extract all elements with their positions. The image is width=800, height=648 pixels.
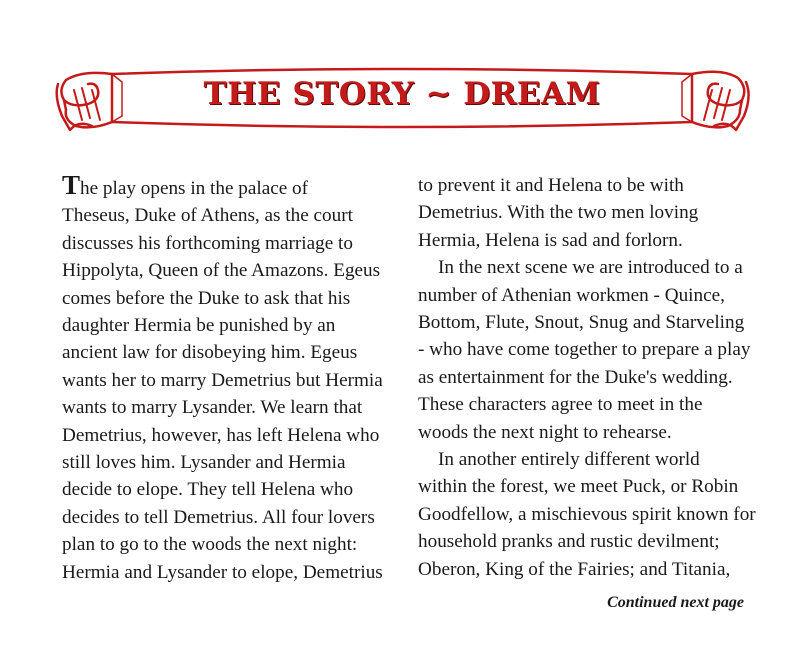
left-column	[62, 172, 402, 586]
text-line: The play opens in the palace of	[62, 170, 309, 200]
text-line: Hermia, Helena is sad and forlorn.	[418, 229, 683, 251]
text-line: number of Athenian workmen - Quince,	[418, 284, 725, 306]
title-banner	[52, 60, 752, 138]
text-line: decides to tell Demetrius. All four lovers	[62, 506, 375, 528]
paragraph	[418, 172, 758, 254]
page-title: THE STORY ~ DREAM	[203, 76, 601, 112]
text-line: decide to elope. They tell Helena who	[62, 479, 354, 501]
paragraph	[62, 172, 402, 586]
text-line: household pranks and rustic devilment;	[418, 531, 720, 553]
text-line: as entertainment for the Duke's wedding.	[418, 366, 733, 388]
text-line: wants to marry Lysander. We learn that	[62, 397, 363, 419]
text-line: within the forest, we meet Puck, or Robin	[418, 476, 739, 498]
drop-cap: T	[62, 170, 81, 200]
text-line: In the next scene we are introduced to a	[438, 257, 743, 279]
text-line: Goodfellow, a mischievous spirit known for	[418, 503, 756, 525]
text-line: still loves him. Lysander and Hermia	[62, 452, 346, 474]
text-line: plan to go to the woods the next night:	[62, 534, 358, 556]
text-line: Hermia and Lysander to elope, Demetrius	[62, 561, 383, 583]
paragraph	[418, 446, 758, 583]
right-column	[418, 172, 758, 583]
text-line: In another entirely different world	[438, 449, 700, 471]
text-line: Oberon, King of the Fairies; and Titania,	[418, 558, 731, 580]
text-line: discusses his forthcoming marriage to	[62, 232, 353, 254]
text-line: Demetrius. With the two men loving	[418, 202, 699, 224]
text-line: Hippolyta, Queen of the Amazons. Egeus	[62, 260, 381, 282]
text-line: Demetrius, however, has left Helena who	[62, 424, 380, 446]
text-line: Bottom, Flute, Snout, Snug and Starveling	[418, 312, 745, 334]
continued-next-page-label: Continued next page	[607, 594, 744, 611]
text-line: wants her to marry Demetrius but Hermia	[62, 369, 383, 391]
text-line: These characters agree to meet in the	[418, 394, 703, 416]
text-line: woods the next night to rehearse.	[418, 421, 672, 443]
text-line: daughter Hermia be punished by an	[62, 315, 336, 337]
text-line: Theseus, Duke of Athens, as the court	[62, 205, 353, 227]
text-line: to prevent it and Helena to be with	[418, 175, 684, 196]
text-line: - who have come together to prepare a play	[418, 339, 751, 361]
text-line: comes before the Duke to ask that his	[62, 287, 351, 309]
paragraph	[418, 254, 758, 446]
text-line: ancient law for disobeying him. Egeus	[62, 342, 358, 364]
